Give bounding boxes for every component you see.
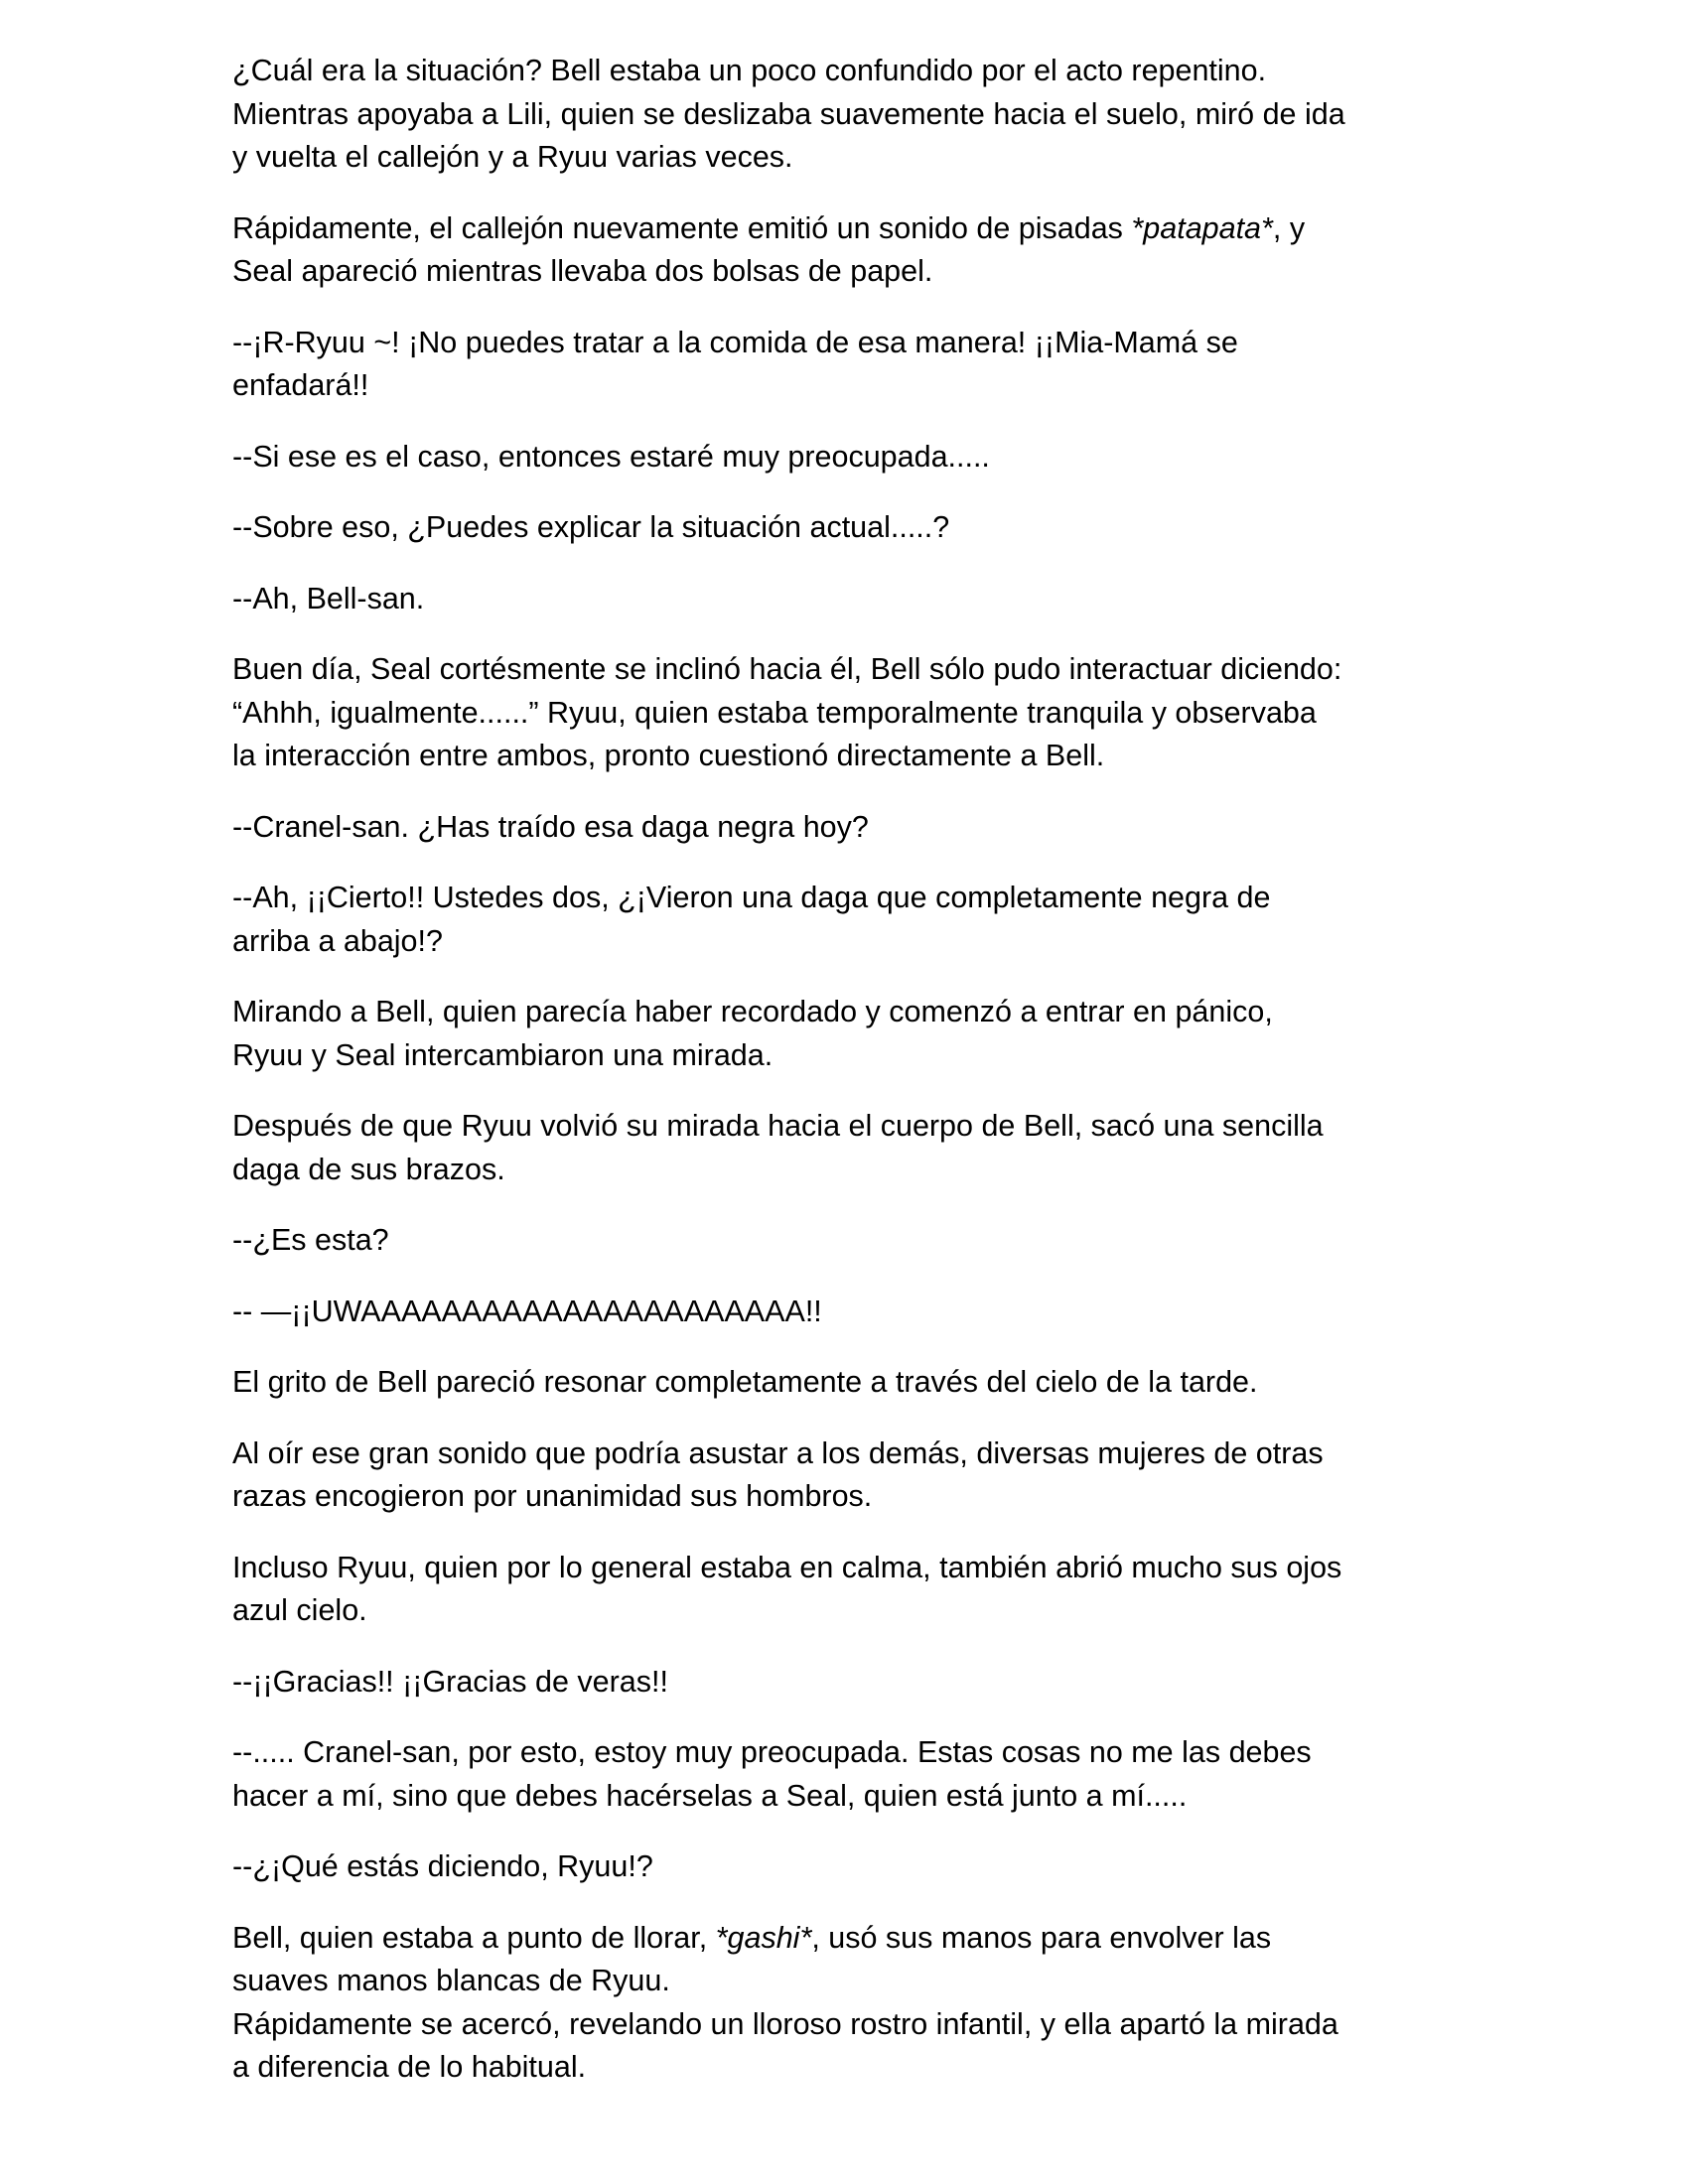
text-segment: --¡R-Ryuu ~! ¡No puedes tratar a la comida de esa manera! ¡¡Mia-Mamá se: [232, 325, 1238, 359]
paragraph: [232, 1917, 1464, 2090]
paragraph: [232, 436, 1464, 479]
text-segment: , usó sus manos para envolver las: [811, 1920, 1272, 1955]
text-line: [232, 1775, 1464, 1819]
text-line: [232, 1105, 1464, 1149]
text-segment: arriba a abajo!?: [232, 923, 443, 958]
text-line: [232, 920, 1464, 964]
text-segment: --Ah, Bell-san.: [232, 581, 425, 615]
paragraph: [232, 991, 1464, 1077]
paragraph: [232, 322, 1464, 408]
text-segment: -- —¡¡UWAAAAAAAAAAAAAAAAAAAAAA!!: [232, 1294, 822, 1328]
text-line: [232, 322, 1464, 365]
text-line: [232, 1917, 1464, 1961]
paragraph: [232, 1361, 1464, 1405]
text-line: [232, 2046, 1464, 2090]
text-line: [232, 1291, 1464, 1334]
text-segment: --Cranel-san. ¿Has traído esa daga negra hoy?: [232, 809, 869, 844]
text-line: [232, 1731, 1464, 1775]
text-line: [232, 877, 1464, 920]
paragraph: [232, 207, 1464, 294]
text-line: [232, 806, 1464, 850]
paragraph: [232, 1433, 1464, 1519]
text-line: [232, 93, 1464, 137]
text-segment: Rápidamente, el callejón nuevamente emitió un sonido de pisadas: [232, 210, 1132, 245]
text-segment: Ryuu y Seal intercambiaron una mirada.: [232, 1037, 774, 1072]
paragraph: [232, 877, 1464, 963]
text-line: [232, 2003, 1464, 2047]
text-line: [232, 648, 1464, 692]
text-line: [232, 436, 1464, 479]
text-segment: Incluso Ryuu, quien por lo general estaba en calma, también abrió mucho sus ojos: [232, 1550, 1342, 1584]
text-segment: Mirando a Bell, quien parecía haber recordado y comenzó a entrar en pánico,: [232, 995, 1273, 1028]
text-segment: Seal apareció mientras llevaba dos bolsas de papel.: [232, 254, 933, 288]
paragraph: [232, 1731, 1464, 1818]
text-line: [232, 578, 1464, 621]
text-line: [232, 1433, 1464, 1476]
text-segment: ¿Cuál era la situación? Bell estaba un poco confundido por el acto repentino.: [232, 54, 1267, 87]
paragraph: [232, 578, 1464, 621]
text-segment: --..... Cranel-san, por esto, estoy muy preocupada. Estas cosas no me las debes: [232, 1735, 1312, 1769]
text-line: [232, 1475, 1464, 1519]
text-segment: y vuelta el callejón y a Ryuu varias veces.: [232, 140, 793, 174]
paragraph: [232, 1661, 1464, 1705]
document-page: [232, 50, 1464, 2117]
text-line: [232, 1845, 1464, 1889]
paragraph: [232, 648, 1464, 778]
text-segment: azul cielo.: [232, 1593, 367, 1627]
text-line: [232, 1960, 1464, 2003]
text-segment: “Ahhh, igualmente......” Ryuu, quien estaba temporalmente tranquila y observaba: [232, 695, 1317, 730]
text-line: [232, 1149, 1464, 1192]
text-segment: Al oír ese gran sonido que podría asustar a los demás, diversas mujeres de otras: [232, 1435, 1324, 1470]
text-line: [232, 1661, 1464, 1705]
text-segment: suaves manos blancas de Ryuu.: [232, 1964, 670, 1997]
text-segment: a diferencia de lo habitual.: [232, 2050, 587, 2084]
paragraph: [232, 50, 1464, 180]
text-segment: --Si ese es el caso, entonces estaré muy preocupada.....: [232, 439, 990, 474]
text-segment: Rápidamente se acercó, revelando un lloroso rostro infantil, y ella apartó la mirada: [232, 2006, 1338, 2041]
text-line: [232, 735, 1464, 778]
paragraph: [232, 1845, 1464, 1889]
text-line: [232, 136, 1464, 180]
sound-effect-text: *patapata*: [1131, 210, 1273, 245]
text-line: [232, 1219, 1464, 1263]
text-line: [232, 1589, 1464, 1633]
text-segment: enfadará!!: [232, 368, 369, 402]
text-line: [232, 207, 1464, 251]
paragraph: [232, 806, 1464, 850]
text-segment: Bell, quien estaba a punto de llorar,: [232, 1920, 716, 1955]
text-segment: --¿Es esta?: [232, 1223, 389, 1257]
text-line: [232, 1034, 1464, 1078]
text-segment: --Ah, ¡¡Cierto!! Ustedes dos, ¿¡Vieron una daga que completamente negra de: [232, 881, 1271, 914]
text-segment: , y: [1272, 210, 1306, 245]
text-line: [232, 506, 1464, 550]
text-line: [232, 1547, 1464, 1590]
text-segment: El grito de Bell pareció resonar completamente a través del cielo de la tarde.: [232, 1365, 1258, 1399]
paragraph: [232, 1105, 1464, 1191]
text-segment: hacer a mí, sino que debes hacérselas a Seal, quien está junto a mí.....: [232, 1778, 1188, 1813]
text-segment: --¡¡Gracias!! ¡¡Gracias de veras!!: [232, 1664, 668, 1699]
text-line: [232, 250, 1464, 294]
text-segment: Después de que Ryuu volvió su mirada hacia el cuerpo de Bell, sacó una sencilla: [232, 1109, 1324, 1143]
paragraph: [232, 506, 1464, 550]
text-segment: --Sobre eso, ¿Puedes explicar la situación actual.....?: [232, 510, 950, 544]
paragraph: [232, 1291, 1464, 1334]
text-line: [232, 1361, 1464, 1405]
text-segment: razas encogieron por unanimidad sus hombros.: [232, 1479, 873, 1513]
text-segment: --¿¡Qué estás diciendo, Ryuu!?: [232, 1849, 653, 1883]
paragraph: [232, 1219, 1464, 1263]
text-line: [232, 50, 1464, 93]
text-segment: daga de sus brazos.: [232, 1152, 505, 1186]
text-line: [232, 991, 1464, 1034]
paragraph: [232, 1547, 1464, 1633]
text-line: [232, 364, 1464, 408]
sound-effect-text: *gashi*: [715, 1920, 812, 1955]
text-segment: la interacción entre ambos, pronto cuestionó directamente a Bell.: [232, 739, 1105, 772]
text-line: [232, 692, 1464, 736]
text-segment: Mientras apoyaba a Lili, quien se deslizaba suavemente hacia el suelo, miró de ida: [232, 96, 1345, 131]
text-segment: Buen día, Seal cortésmente se inclinó hacia él, Bell sólo pudo interactuar diciendo:: [232, 652, 1342, 686]
